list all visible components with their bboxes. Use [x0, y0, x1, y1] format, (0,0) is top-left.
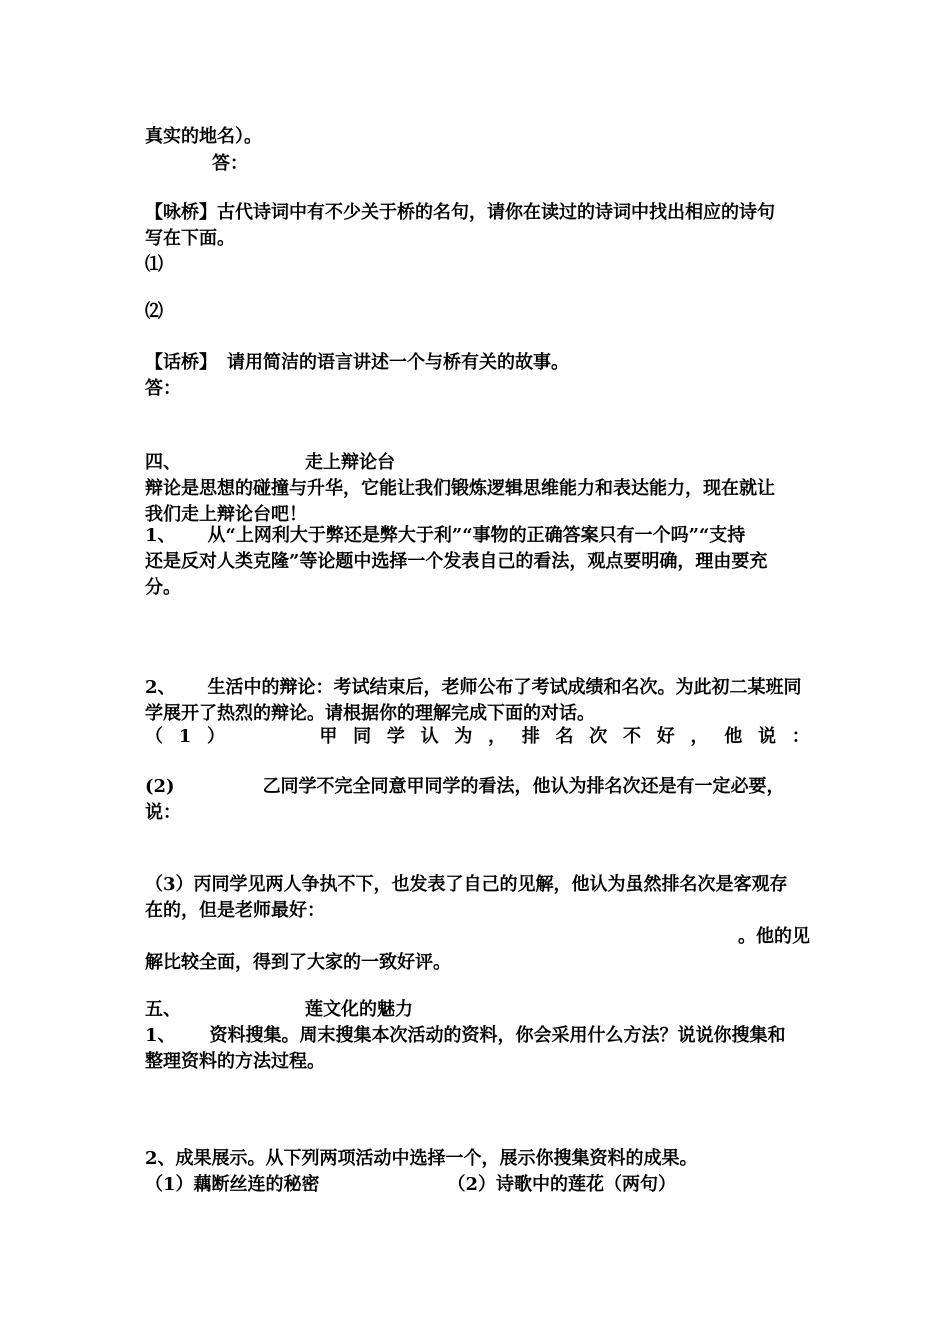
text-line: 。他的见: [738, 926, 810, 947]
text-line: 整理资料的方法过程。: [145, 1051, 325, 1072]
item-marker: ⑴: [145, 254, 163, 275]
char: ）: [207, 726, 225, 747]
section-heading: [145, 450, 810, 476]
char: 好: [656, 726, 675, 747]
char: 同: [353, 726, 372, 747]
section-number: 五、: [145, 999, 181, 1020]
char: ，: [488, 726, 507, 747]
text-line: 分。: [145, 577, 181, 598]
question-number: 2、: [145, 677, 176, 698]
text-line: 2、成果展示。从下列两项活动中选择一个，展示你搜集资料的成果。: [145, 1148, 698, 1169]
question-text: 从“上网利大于弊还是弊大于利”“事物的正确答案只有一个吗”“支持: [207, 525, 746, 546]
text-line: [145, 774, 810, 800]
char: 学: [386, 726, 405, 747]
prompt-text: 请用简洁的语言讲述一个与桥有关的故事。: [227, 352, 569, 373]
text-line: 【咏桥】古代诗词中有不少关于桥的名句，请你在读过的诗词中找出相应的诗句: [145, 202, 775, 223]
text-line: 辩论是思想的碰撞与升华，它能让我们锻炼逻辑思维能力和表达能力，现在就让: [145, 478, 775, 499]
text-line: 学展开了热烈的辩论。请根据你的理解完成下面的对话。: [145, 703, 595, 724]
question-line: [145, 523, 810, 549]
text-line: 写在下面。: [145, 228, 235, 249]
question-text: 生活中的辩论：考试结束后，老师公布了考试成绩和名次。为此初二某班同: [207, 677, 802, 698]
text-line: 我们走上辩论台吧！: [145, 504, 307, 525]
char: 次: [589, 726, 608, 747]
char: 他: [724, 726, 743, 747]
section-number: 四、: [145, 452, 181, 473]
text-line: [145, 1172, 810, 1198]
question-number: 1、: [145, 525, 176, 546]
answer-label: 答：: [212, 153, 248, 174]
item-marker: ⑵: [145, 301, 163, 322]
section-tag: 【话桥】: [145, 352, 217, 373]
item-number: (2): [145, 776, 175, 797]
char: 不: [623, 726, 642, 747]
text-line: 说：: [145, 802, 181, 823]
char: 1: [178, 726, 192, 747]
text-line: [145, 350, 810, 376]
char: 排: [521, 726, 540, 747]
option-one: （1）藕断丝连的秘密: [145, 1174, 320, 1195]
text-line: 在的，但是老师最好：: [145, 900, 325, 921]
question-line: [145, 675, 810, 701]
text-line: 解比较全面，得到了大家的一致好评。: [145, 952, 451, 973]
text-line: 真实的地名）。: [145, 126, 262, 147]
text-line: （3）丙同学见两人争执不下，也发表了自己的见解，他认为虽然排名次是客观存: [145, 874, 788, 895]
char: 为: [454, 726, 473, 747]
option-two: （2）诗歌中的莲花（两句）: [447, 1174, 677, 1195]
char: 认: [420, 726, 439, 747]
item-text: 乙同学不完全同意甲同学的看法，他认为排名次还是有一定必要，: [262, 776, 785, 797]
section-title: 走上辩论台: [305, 452, 395, 473]
question-number: 1、: [145, 1025, 176, 1046]
char: 甲: [319, 726, 338, 747]
question-line: [145, 1023, 810, 1049]
section-heading: [145, 997, 810, 1023]
char: ，: [690, 726, 709, 747]
char: ：: [791, 726, 810, 747]
justified-line: [145, 724, 810, 750]
char: 名: [555, 726, 574, 747]
char: 说: [757, 726, 776, 747]
question-text: 资料搜集。周末搜集本次活动的资料，你会采用什么方法？说说你搜集和: [209, 1025, 786, 1046]
text-line: 还是反对人类克隆”等论题中选择一个发表自己的看法，观点要明确，理由要充: [145, 551, 768, 572]
answer-label: 答：: [145, 378, 181, 399]
section-title: 莲文化的魅力: [305, 999, 413, 1020]
char: （: [145, 726, 163, 747]
